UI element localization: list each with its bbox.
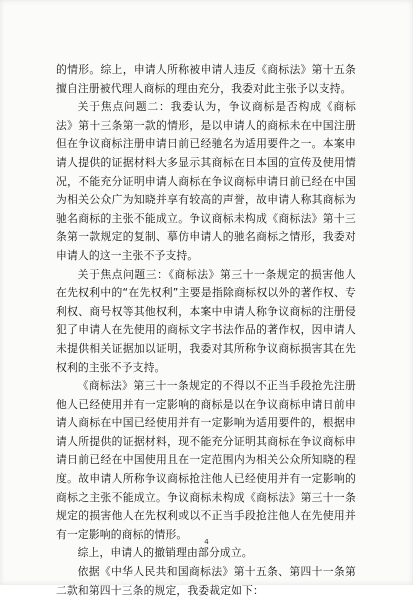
document-body <box>56 61 356 600</box>
page-number: 4 <box>204 538 209 546</box>
paragraph-ruling-basis: 依据《中华人民共和国商标法》第十五条、第四十一条第二款和第四十三条的规定，我委裁定如下： <box>56 565 356 597</box>
paragraph-article-31: 《商标法》第三十一条规定的不得以不正当手段抢先注册他人已经使用并有一定影响的商标是以在争议商标申请日前申请人商标在中国已经使用并有一定影响为适用要件的，根据申请人所提供的证据材料，现不能充分证明其商标在争议商标申请日前已经在中国使用且在一定范围内为相关公众所知晓的程度。故申请人所称争议商标抢注他人已经使用并有一定影响的商标之主张不能成立。争议商标未构成《商标法》第三十一条规定的损害他人在先权利或以不正当手段抢注他人在先使用并有一定影响的商标的情形。 <box>56 379 356 541</box>
paragraph-issue-3: 关于焦点问题三：《商标法》第三十一条规定的损害他人在先权利中的“在先权利”主要是指除商标权以外的著作权、专利权、商号权等其他权利，本案中申请人称争议商标的注册侵犯了申请人在先使用的商标文字书法作品的著作权，因申请人未提供相关证据加以证明，我委对其所称争议商标损害其在先权利的主张不予支持。 <box>56 267 356 374</box>
paragraph-conclusion-issue-1: 的情形。综上，申请人所称被申请人违反《商标法》第十五条擅自注册被代理人商标的理由充分，我委对此主张予以支持。 <box>56 63 356 95</box>
paragraph-issue-2: 关于焦点问题二：我委认为，争议商标是否构成《商标法》第十三条第一款的情形，是以申请人的商标未在中国注册但在争议商标注册申请日前已经驰名为适用要件之一。本案申请人提供的证据材料大多显示其商标在日本国的宣传及使用情况，不能充分证明申请人商标在争议商标申请日前已经在中国为相关公众广为知晓并享有较高的声誉，故申请人称其商标为驰名商标的主张不能成立。争议商标未构成《商标法》第十三条第一款规定的复制、摹仿申请人的驰名商标之情形，我委对申请人的这一主张不予支持。 <box>56 100 356 262</box>
paragraph-summary: 综上，申请人的撤销理由部分成立。 <box>77 546 253 560</box>
